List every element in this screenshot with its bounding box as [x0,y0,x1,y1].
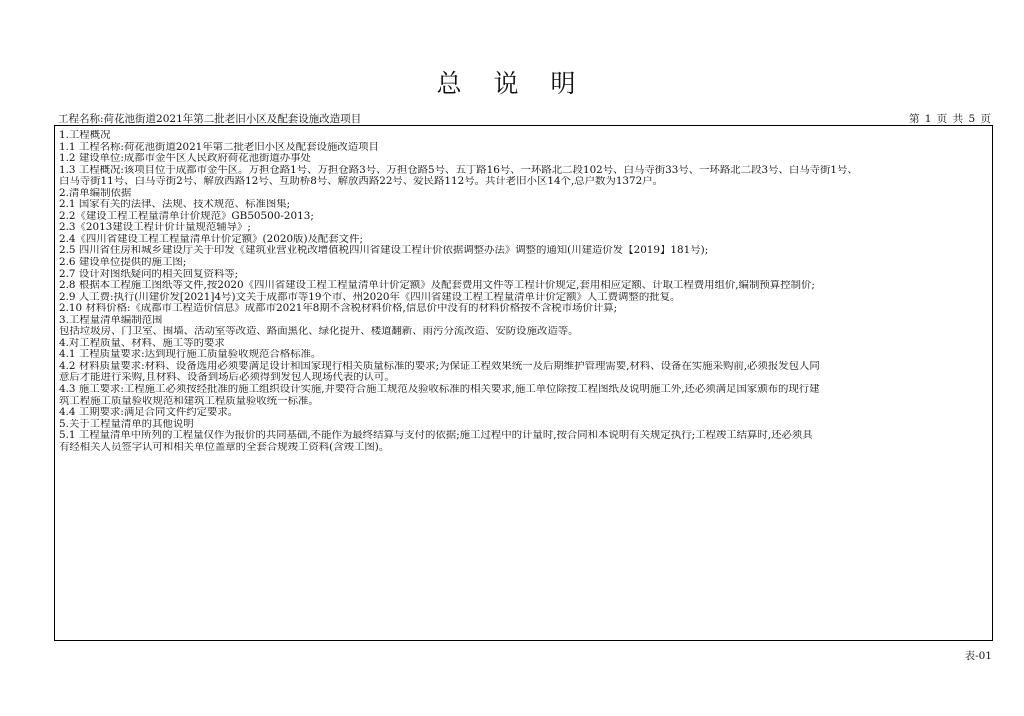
text-line: 4.对工程质量、材料、施工等的要求 [59,337,225,349]
document-title: 总 说 明 [436,69,588,98]
text-line: 2.1 国家有关的法律、法规、技术规范、标准图集; [59,199,291,211]
text-line: 1.2 建设单位:成都市金牛区人民政府荷花池街道办事处 [59,153,311,165]
project-name: 荷花池街道2021年第二批老旧小区及配套设施改造项目 [103,113,362,125]
project-name-line [58,111,361,126]
page-info: 第 1 页 共 5 页 [908,113,992,125]
project-label: 工程名称: [58,113,104,125]
text-line: 5.1 工程量清单中所列的工程量仅作为报价的共同基础,不能作为最终结算与支付的依据;施工过程中的计量时,按合同和本说明有关规定执行;工程竣工结算时,还必须具 [59,430,813,442]
text-line: 2.清单编制依据 [59,187,132,199]
text-line: 4.3 施工要求:工程施工必须按经批准的施工组织设计实施,并要符合施工规范及验收标准的相关要求,施工单位除按工程图纸及说明施工外,还必须满足国家颁布的现行建 [59,384,820,396]
description-box [54,125,993,641]
text-line: 4.4 工期要求:满足合同文件约定要求。 [59,407,239,419]
text-line: 2.7 设计对图纸疑问的相关回复资料等; [59,268,239,280]
text-line: 意后才能进行采购,且材料、设备到场后必须得到发包人现场代表的认可。 [59,372,395,384]
text-line: 1.工程概况 [59,130,111,141]
form-number: 表-01 [964,650,992,662]
text-line: 4.1 工程质量要求:达到现行施工质量验收规范合格标准。 [59,349,322,361]
text-line: 1.3 工程概况:该项目位于成都市金牛区。万担仓路1号、万担仓路3号、万担仓路5号、五丁路16号、一环路北二段102号、白马寺街33号、一环路北二段3号、白马寺街1号、 [59,164,858,176]
text-line: 3.工程量清单编制范围 [59,314,163,326]
text-line: 包括垃圾房、门卫室、围墙、活动室等改造、路面黑化、绿化提升、楼道翻新、雨污分流改造、安防设施改造等。 [59,326,579,338]
text-line: 2.9 人工费:执行(川建价发[2021]4号)文关于成都市等19个市、州2020年《四川省建设工程工程量清单计价定额》人工费调整的批复。 [59,291,681,303]
text-line: 5.关于工程量清单的其他说明 [59,418,194,430]
text-line: 2.3《2013建设工程计价计量规范辅导》; [59,222,251,234]
text-line: 2.8 根据本工程施工图纸等文件,按2020《四川省建设工程工程量清单计价定额》及配套费用文件等工程计价规定,套用相应定额、计取工程费用组价,编制预算控制价; [59,280,815,292]
text-line: 2.5 四川省住房和城乡建设厅关于印发《建筑业营业税改增值税四川省建设工程计价依据调整办法》调整的通知(川建造价发【2019】181号); [59,245,709,257]
text-line: 有经相关人员签字认可和相关单位盖章的全套合规竣工资料(含竣工图)。 [59,441,390,453]
text-line: 筑工程施工质量验收规范和建筑工程质量验收统一标准。 [59,395,319,407]
text-line: 白马寺街11号、白马寺街2号、解放西路12号、互助桥8号、解放西路22号、爱民路112号。共计老旧小区14个,总户数为1372户。 [59,176,664,188]
text-line: 2.10 材料价格:《成都市工程造价信息》成都市2021年8期不含税材料价格,信息价中没有的材料价格按不含税市场价计算; [59,303,618,315]
text-line: 1.1 工程名称:荷花池街道2021年第二批老旧小区及配套设施改造项目 [59,141,379,153]
text-line: 2.4《四川省建设工程工程量清单计价定额》(2020版)及配套文件; [59,233,363,245]
text-line: 2.6 建设单位提供的施工图; [59,257,187,269]
text-line: 2.2《建设工程工程量清单计价规范》GB50500-2013; [59,210,314,222]
text-line: 4.2 材料质量要求:材料、设备选用必须要满足设计和国家现行相关质量标准的要求;为保证工程效果统一及后期维护管理需要,材料、设备在实施采购前,必须报发包人同 [59,360,820,372]
